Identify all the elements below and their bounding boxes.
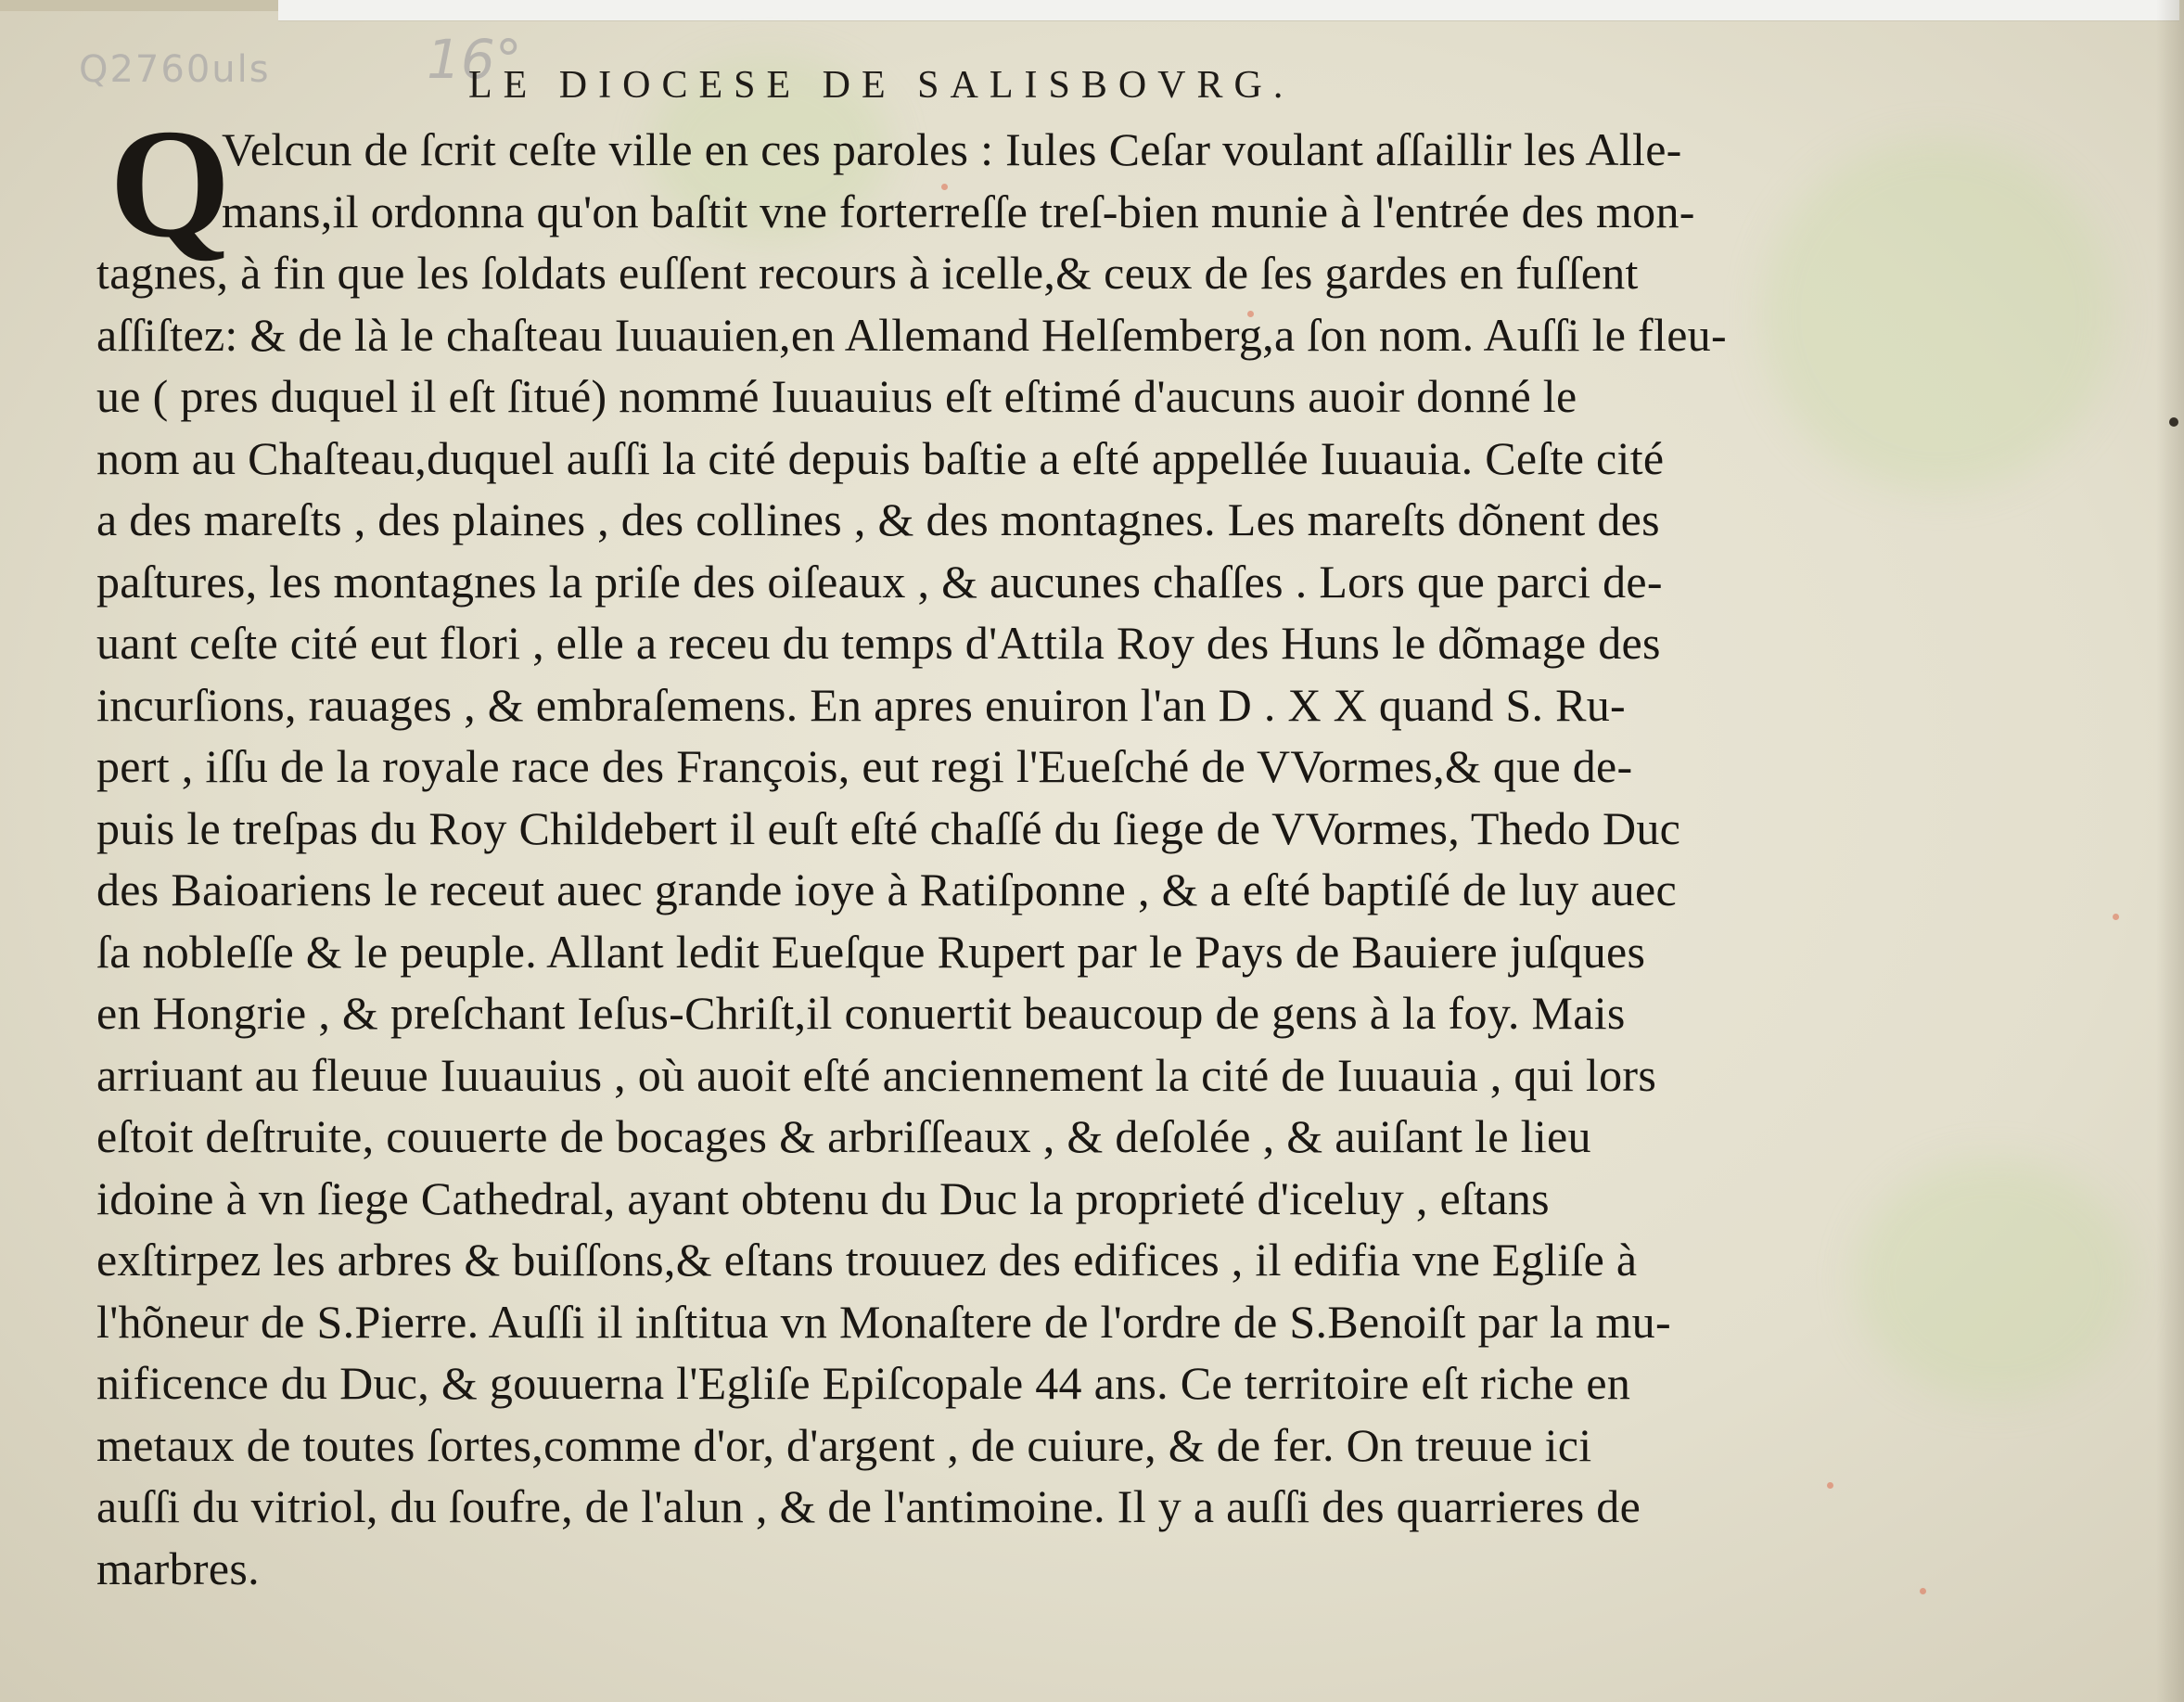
text-line: arriuant au fleuue Iuuauius , où auoit eſté anciennement la cité de Iuuauia , qui lors — [96, 1048, 1657, 1101]
text-line: eſtoit deſtruite, couuerte de bocages & arbriſſeaux , & deſolée , & auiſant le lieu — [96, 1110, 1591, 1162]
text-line: en Hongrie , & preſchant Ieſus-Chriſt,il conuertit beaucoup de gens à la foy. Mais — [96, 987, 1626, 1039]
text-line: a des mareſts , des plaines , des collines , & des montagnes. Les mareſts dõnent des — [96, 493, 1660, 545]
text-line: nificence du Duc, & gouuerna l'Egliſe Epiſcopale 44 ans. Ce territoire eſt riche en — [96, 1357, 1631, 1409]
text-line: incurſions, rauages , & embraſemens. En apres enuiron l'an D . X X quand S. Ru- — [96, 678, 1626, 731]
text-line: auſſi du vitriol, du ſoufre, de l'alun , & de l'antimoine. Il y a auſſi des quarrieres de — [96, 1480, 1641, 1532]
text-line: mans,il ordonna qu'on baſtit vne forterreſſe treſ-bien munie à l'entrée des mon- — [222, 185, 1695, 237]
drop-cap: Q — [109, 97, 231, 270]
text-line: l'hõneur de S.Pierre. Auſſi il inſtitua vn Monaſtere de l'ordre de S.Benoiſt par la mu- — [96, 1295, 1671, 1348]
page-edge-shadow — [2156, 0, 2184, 1702]
page-edge-tab — [0, 0, 278, 11]
text-line: marbres. — [96, 1542, 260, 1594]
text-line: metaux de toutes ſortes,comme d'or, d'argent , de cuiure, & de fer. On treuue ici — [96, 1418, 1592, 1471]
body-text — [96, 97, 2118, 1599]
text-line: exſtirpez les arbres & buiſſons,& eſtans trouuez des edifices , il edifia vne Egliſe à — [96, 1234, 1638, 1286]
text-line: des Baioariens le receut auec grande ioye à Ratiſponne , & a eſté baptiſé de luy auec — [96, 864, 1677, 915]
text-line: Velcun de ſcrit ceſte ville en ces paroles : Iules Ceſar voulant aſſaillir les Alle- — [222, 123, 1682, 175]
text-line: aſſiſtez: & de là le chaſteau Iuuauien,en Allemand Helſemberg,a ſon nom. Auſſi le fleu- — [96, 308, 1727, 361]
text-line: idoine à vn ſiege Cathedral, ayant obtenu du Duc la proprieté d'iceluy , eſtans — [96, 1171, 1550, 1224]
handwritten-shelfmark: Q2760uls — [79, 48, 271, 91]
page-top-strip — [278, 0, 2179, 21]
page-title: LE DIOCESE DE SALISBOVRG. — [468, 64, 1295, 107]
text-line: pert , iſſu de la royale race des François, eut regi l'Eueſché de VVormes,& que de- — [96, 740, 1633, 792]
handwritten-century-note: 16° — [427, 28, 522, 91]
text-line: ue ( pres duquel il eſt ſitué) nommé Iuuauius eſt eſtimé d'aucuns auoir donné le — [96, 370, 1577, 422]
text-line: tagnes, à fin que les ſoldats euſſent recours à icelle,& ceux de ſes gardes en fuſſent — [96, 247, 1639, 299]
text-line: puis le treſpas du Roy Childebert il euſt eſté chaſſé du ſiege de VVormes, Thedo Duc — [96, 801, 1681, 854]
text-line: paſtures, les montagnes la priſe des oiſeaux , & aucunes chaſſes . Lors que parci de- — [96, 555, 1663, 608]
text-line: ſa nobleſſe & le peuple. Allant ledit Eueſque Rupert par le Pays de Bauiere juſques — [96, 925, 1646, 978]
text-line: nom au Chaſteau,duquel auſſi la cité depuis baſtie a eſté appellée Iuuauia. Ceſte cité — [96, 431, 1665, 484]
text-line: uant ceſte cité eut flori , elle a receu du temps d'Attila Roy des Huns le dõmage des — [96, 617, 1661, 669]
